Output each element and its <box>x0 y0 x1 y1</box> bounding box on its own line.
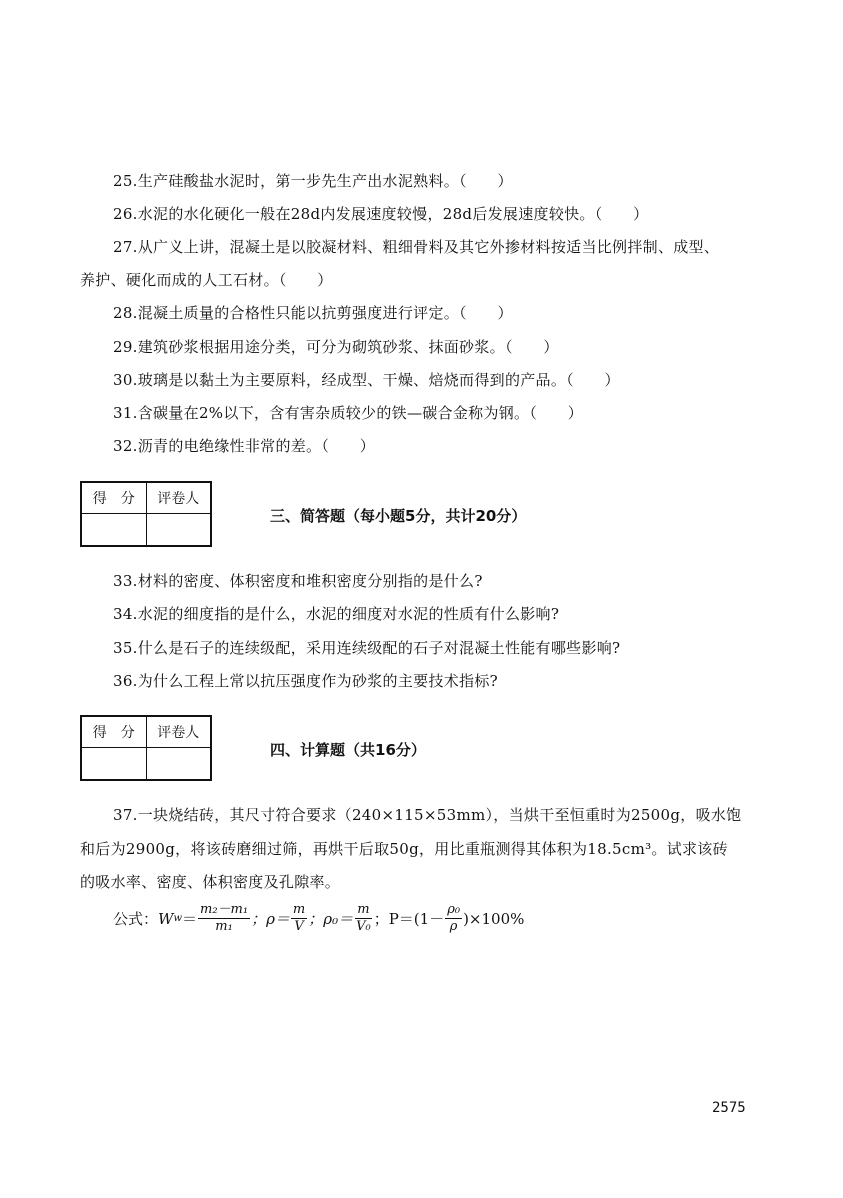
formula-rho0-lhs: ；ρ₀＝ <box>308 910 354 928</box>
question-27-line2: 养护、硬化而成的人工石材。（ ） <box>80 271 333 289</box>
score-cell <box>82 748 147 780</box>
grader-cell <box>146 514 211 546</box>
score-box-section3 <box>80 481 212 547</box>
question-26: 26.水泥的水化硬化一般在28d内发展速度较慢，28d后发展速度较快。（ ） <box>113 205 649 223</box>
grader-label: 评卷人 <box>146 717 211 748</box>
formula-p-rhs: )×100% <box>463 909 525 928</box>
question-36: 36.为什么工程上常以抗压强度作为砂浆的主要技术指标? <box>113 672 498 690</box>
formula-rho-lhs: ；ρ＝ <box>251 910 290 928</box>
formula-ww-sub: w <box>173 913 182 924</box>
question-35: 35.什么是石子的连续级配，采用连续级配的石子对混凝土性能有哪些影响? <box>113 639 621 657</box>
formula-prefix: 公式： <box>113 910 159 928</box>
grader-cell <box>146 748 211 780</box>
question-29: 29.建筑砂浆根据用途分类，可分为砌筑砂浆、抹面砂浆。（ ） <box>113 338 559 356</box>
question-37-line3: 的吸水率、密度、体积密度及孔隙率。 <box>80 873 341 891</box>
question-27-line1: 27.从广义上讲，混凝土是以胶凝材料、粗细骨料及其它外掺材料按适当比例拌制、成型、 <box>113 238 720 256</box>
fraction-porosity <box>445 902 462 935</box>
question-37-line1: 37.一块烧结砖，其尺寸符合要求（240×115×53mm），当烘干至恒重时为2500g，吸水饱 <box>113 806 742 824</box>
question-37-line2: 和后为2900g，将该砖磨细过筛，再烘干后取50g，用比重瓶测得其体积为18.5cm³。试求该砖 <box>80 840 728 858</box>
question-25: 25.生产硅酸盐水泥时，第一步先生产出水泥熟料。（ ） <box>113 172 513 190</box>
grader-label: 评卷人 <box>146 483 211 514</box>
question-34: 34.水泥的细度指的是什么，水泥的细度对水泥的性质有什么影响? <box>113 605 560 623</box>
fraction-numerator: m <box>292 902 306 917</box>
section3-title: 三、简答题（每小题5分，共计20分） <box>270 507 527 525</box>
formula-p-lhs: ；P＝(1－ <box>373 910 445 928</box>
page-number: 2575 <box>712 1100 746 1116</box>
score-label: 得 分 <box>82 483 147 514</box>
fraction-numerator: m <box>357 902 370 917</box>
section4-title: 四、计算题（共16分） <box>270 741 426 759</box>
fraction-bulk-density <box>354 902 373 935</box>
score-cell <box>82 514 147 546</box>
fraction-numerator: ρ₀ <box>447 902 461 917</box>
fraction-denominator: m₁ <box>215 919 233 934</box>
fraction-water-absorption <box>198 902 250 935</box>
formula-ww: W <box>158 909 174 928</box>
question-32: 32.沥青的电绝缘性非常的差。（ ） <box>113 437 376 455</box>
question-28: 28.混凝土质量的合格性只能以抗剪强度进行评定。（ ） <box>113 304 513 322</box>
question-33: 33.材料的密度、体积密度和堆积密度分别指的是什么? <box>113 572 483 590</box>
fraction-numerator: m₂－m₁ <box>200 902 249 917</box>
fraction-denominator: V <box>294 919 304 934</box>
score-label: 得 分 <box>82 717 147 748</box>
fraction-denominator: V₀ <box>356 919 371 934</box>
fraction-denominator: ρ <box>449 919 458 934</box>
score-box-section4 <box>80 715 212 781</box>
formula: 公式： W w ＝ $\frac{\text{m₂－m₁}}{\text{m₁}}$ ；ρ＝ $\frac{m}{V}$ ；ρ₀＝ $\frac{m}{\text{V₀}}$ ；P＝(1－ $\frac{\text{ρ₀}}{\rho}$ )×100% <box>113 902 525 934</box>
question-30: 30.玻璃是以黏土为主要原料，经成型、干燥、焙烧而得到的产品。（ ） <box>113 371 620 389</box>
fraction-density <box>291 902 307 935</box>
question-31: 31.含碳量在2%以下，含有害杂质较少的铁—碳合金称为钢。（ ） <box>113 404 584 422</box>
